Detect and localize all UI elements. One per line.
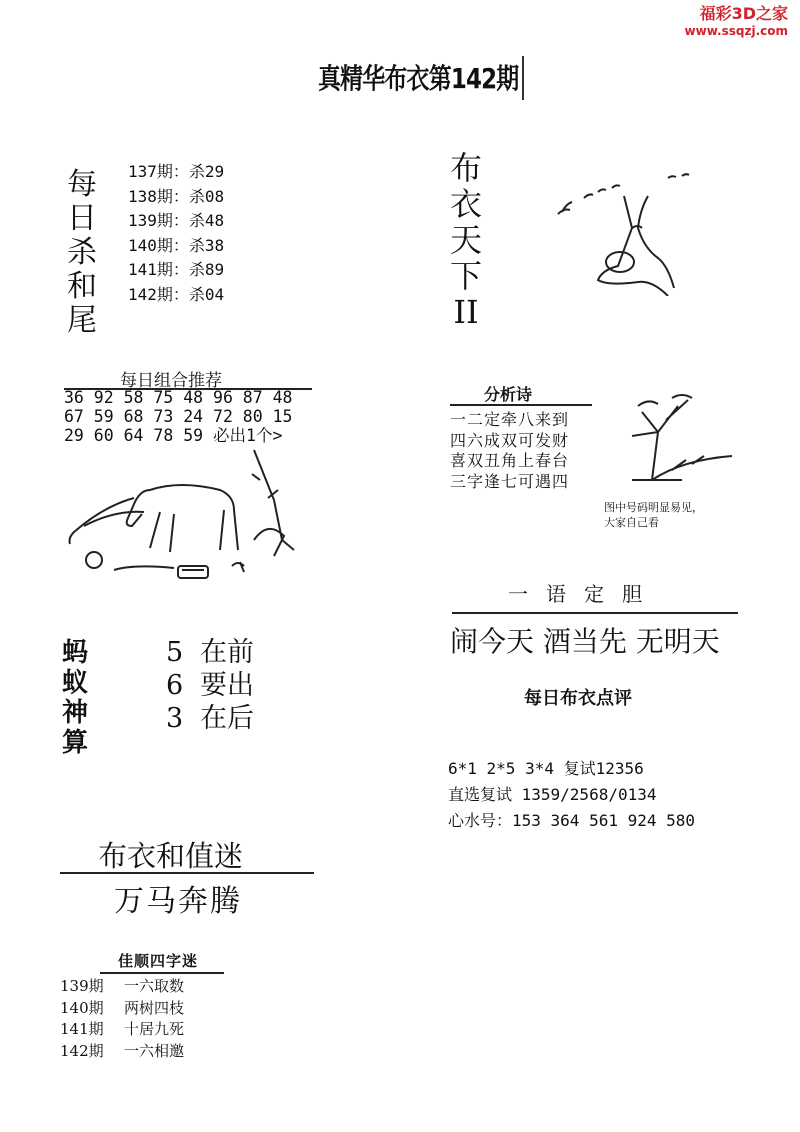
poem-line: 三字逢七可遇四	[450, 471, 570, 491]
note-line: 图中号码明显易见，	[604, 501, 703, 514]
daily-combo-heading: 每日组合推荐	[120, 371, 222, 391]
picture-note	[604, 500, 703, 530]
ant-row	[166, 636, 254, 669]
heading-char: 神	[62, 698, 89, 728]
four-text: 十居九死	[124, 1020, 185, 1038]
page-title: 真精华布衣第142期	[318, 62, 519, 95]
comment-line: 心水号：153 364 561 924 580	[448, 811, 696, 830]
ant-text: 要出	[200, 670, 254, 701]
riddle-answer: 万马奔腾	[114, 884, 242, 919]
one-word-divider	[452, 612, 738, 614]
kill-row: 137期：杀29	[128, 162, 225, 181]
ant-text: 在后	[200, 703, 254, 734]
analysis-poem-heading: 分析诗	[484, 385, 533, 404]
kill-row: 140期：杀38	[128, 235, 225, 255]
heading-char: 杀	[67, 235, 97, 270]
heading-char: 日	[67, 201, 97, 236]
four-period: 139期	[60, 977, 104, 995]
note-line: 大家自己看	[604, 516, 659, 529]
kill-row: 142期：杀04	[128, 284, 225, 304]
four-char-divider	[100, 972, 224, 974]
one-word-heading: 一语定胆	[508, 582, 660, 606]
four-char-riddle-heading: 佳顺四字迷	[118, 952, 199, 970]
daily-comment	[448, 756, 695, 834]
daily-kill-list	[128, 160, 224, 307]
daily-comment-heading: 每日布衣点评	[524, 688, 632, 709]
slogan: 闹今天 酒当先 无明天	[450, 625, 720, 658]
four-period: 142期	[60, 1041, 104, 1060]
ant-row	[166, 669, 254, 702]
heading-char: 天	[449, 221, 482, 259]
ant-num: 3	[166, 703, 184, 734]
watermark-name: 福彩3D之家	[699, 4, 788, 23]
site-watermark	[685, 4, 788, 38]
four-text: 两树四枝	[124, 998, 185, 1017]
rabbit-sketch	[548, 166, 708, 296]
comment-line: 6*1 2*5 3*4 复试12356	[448, 759, 644, 778]
tree-sketch	[612, 392, 742, 488]
daily-kill-heading	[64, 168, 100, 338]
heading-char: 和	[67, 269, 97, 304]
four-row	[60, 998, 184, 1020]
four-row	[60, 976, 184, 998]
heading-char: 衣	[449, 185, 482, 223]
combo-row: 29 60 64 78 59 必出1个>	[64, 426, 283, 445]
heading-char: 布	[449, 149, 482, 187]
heading-char: 蚁	[62, 668, 89, 698]
heading-char: 下	[449, 257, 482, 295]
four-char-riddle-list	[60, 976, 184, 1062]
four-period: 141期	[60, 1020, 104, 1038]
ant-row	[166, 702, 254, 735]
daily-combo-list	[64, 388, 292, 445]
watermark-url: www.ssqzj.com	[684, 24, 788, 38]
ant-text: 在前	[200, 637, 254, 668]
heading-char: 蚂	[62, 638, 89, 668]
ant-num: 6	[166, 670, 184, 701]
ox-plowing-sketch	[64, 440, 324, 590]
combo-row: 36 92 58 75 48 96 87 48	[64, 388, 293, 407]
four-text: 一六取数	[124, 977, 185, 995]
heading-char: 尾	[67, 303, 97, 338]
heading-char: 每	[67, 167, 97, 202]
four-row	[60, 1041, 184, 1063]
comment-line: 直选复试 1359/2568/0134	[448, 785, 657, 804]
heading-char: 算	[62, 728, 89, 758]
ant-num: 5	[166, 637, 184, 668]
four-period: 140期	[60, 998, 104, 1017]
combo-row: 67 59 68 73 24 72 80 15	[64, 407, 293, 426]
kill-row: 138期：杀08	[128, 186, 225, 206]
heading-char: II	[453, 293, 479, 331]
poem-line: 四六成双可发财	[450, 430, 570, 450]
four-row	[60, 1019, 184, 1041]
poem-line: 喜双丑角上春台	[450, 451, 570, 470]
riddle-divider	[60, 872, 314, 874]
ant-god-heading	[62, 638, 96, 758]
kill-row: 139期：杀48	[128, 211, 225, 230]
analysis-poem	[450, 410, 569, 492]
riddle-heading: 布衣和值迷	[98, 839, 244, 873]
poem-line: 一二定牵八来到	[450, 410, 570, 429]
buyi-tianxia-heading	[448, 150, 484, 330]
ant-god-list	[166, 636, 254, 735]
four-text: 一六相邀	[124, 1041, 185, 1060]
kill-row: 141期：杀89	[128, 260, 225, 279]
poem-divider	[450, 404, 592, 406]
